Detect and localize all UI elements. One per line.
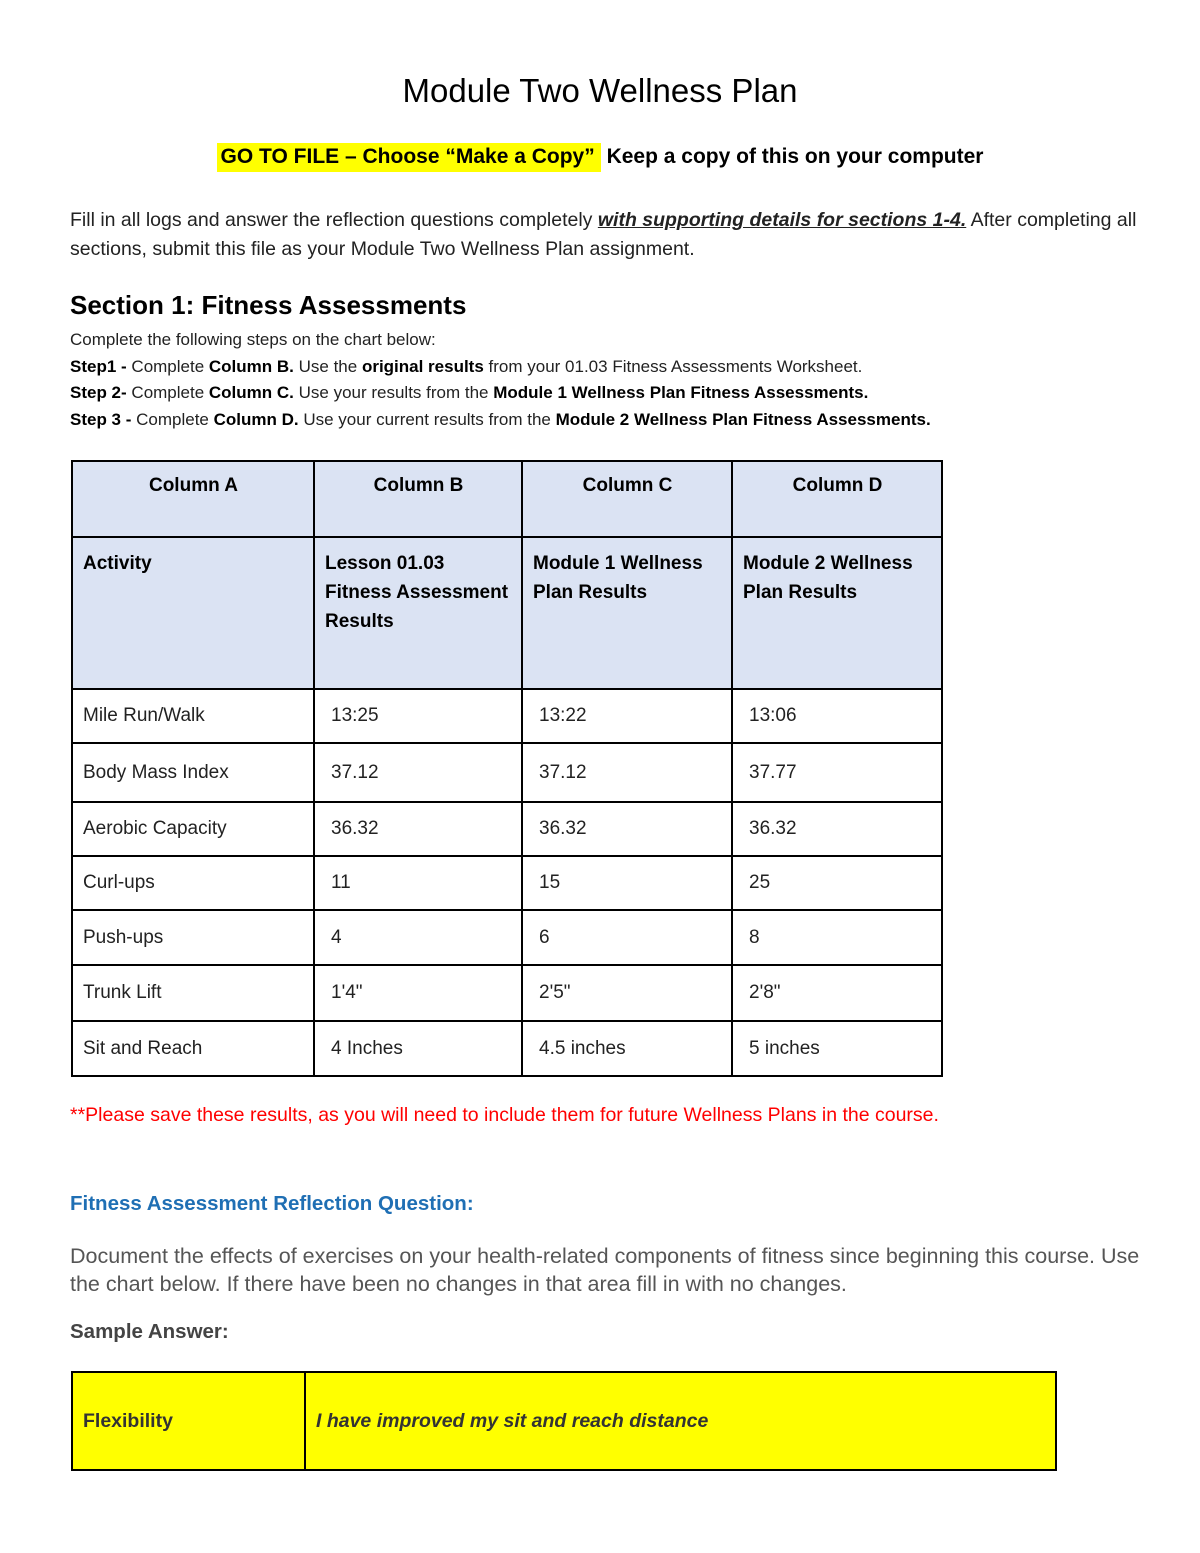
table-cell: 13:22 xyxy=(522,689,732,743)
table-row xyxy=(72,1021,942,1076)
column-header-row xyxy=(72,461,942,537)
step-line xyxy=(70,407,1130,434)
table-row xyxy=(72,743,942,802)
intro-paragraph xyxy=(70,206,1140,264)
section1-steps xyxy=(70,327,1130,433)
table-cell: 4 xyxy=(314,910,522,965)
fitness-assessment-table xyxy=(71,460,943,1077)
activity-header: Lesson 01.03 Fitness Assessment Results xyxy=(314,537,522,689)
activity-header: Module 1 Wellness Plan Results xyxy=(522,537,732,689)
activity-header-row xyxy=(72,537,942,689)
make-copy-rest: Keep a copy of this on your computer xyxy=(606,145,984,168)
save-results-note: **Please save these results, as you will need to include them for future Wellness Plans in the course. xyxy=(70,1104,939,1126)
table-cell: 37.77 xyxy=(732,743,942,802)
sample-answer-row xyxy=(72,1372,1056,1470)
table-cell: 2'5" xyxy=(522,965,732,1021)
table-cell: 36.32 xyxy=(732,802,942,856)
table-cell: 8 xyxy=(732,910,942,965)
step-text: Use the xyxy=(293,356,362,376)
step-bold: Module 1 Wellness Plan Fitness Assessments. xyxy=(493,383,869,402)
intro-before: Fill in all logs and answer the reflection questions completely xyxy=(70,209,598,231)
step-label: Step1 - xyxy=(70,356,127,376)
step-bold: Column C. xyxy=(208,383,294,402)
section1-heading: Section 1: Fitness Assessments xyxy=(70,290,467,320)
step-bold: Column B. xyxy=(208,356,294,376)
step-bold: Column D. xyxy=(213,409,299,429)
column-header: Column C xyxy=(522,461,732,537)
table-cell: Aerobic Capacity xyxy=(72,802,314,856)
table-cell: 2'8" xyxy=(732,965,942,1021)
table-row xyxy=(72,965,942,1021)
table-cell: Body Mass Index xyxy=(72,743,314,802)
table-row xyxy=(72,689,942,743)
column-header: Column A xyxy=(72,461,314,537)
table-cell: 13:06 xyxy=(732,689,942,743)
column-header: Column D xyxy=(732,461,942,537)
intro-emphasis: with supporting details for sections 1-4. xyxy=(597,209,967,231)
step-text: from your 01.03 Fitness Assessments Worksheet. xyxy=(483,356,863,376)
sample-answer-label: Sample Answer: xyxy=(70,1320,229,1343)
table-cell: Curl-ups xyxy=(72,856,314,910)
table-cell: 13:25 xyxy=(314,689,522,743)
table-cell: Trunk Lift xyxy=(72,965,314,1021)
table-cell: 5 inches xyxy=(732,1021,942,1076)
step-text: Use your current results from the xyxy=(298,409,556,429)
table-cell: 25 xyxy=(732,856,942,910)
table-cell: 1'4" xyxy=(314,965,522,1021)
table-cell: 37.12 xyxy=(522,743,732,802)
reflection-instructions: Document the effects of exercises on your health-related components of fitness since beginning this course. Use the chart below. If there have been no changes in that area fill in with no changes. xyxy=(70,1244,1140,1296)
step-bold: Module 2 Wellness Plan Fitness Assessments. xyxy=(555,409,931,429)
table-cell: Sit and Reach xyxy=(72,1021,314,1076)
page-title: Module Two Wellness Plan xyxy=(402,72,798,109)
table-cell: 4.5 inches xyxy=(522,1021,732,1076)
activity-header: Module 2 Wellness Plan Results xyxy=(732,537,942,689)
table-row xyxy=(72,802,942,856)
step-text: Complete xyxy=(131,409,214,429)
step-label: Step 2- xyxy=(70,383,127,402)
reflection-heading: Fitness Assessment Reflection Question: xyxy=(70,1192,474,1215)
step-text: Use your results from the xyxy=(293,383,494,402)
step-text: Complete xyxy=(126,356,209,376)
column-header: Column B xyxy=(314,461,522,537)
table-cell: 15 xyxy=(522,856,732,910)
table-cell: 4 Inches xyxy=(314,1021,522,1076)
table-cell: 11 xyxy=(314,856,522,910)
activity-header: Activity xyxy=(72,537,314,689)
sample-component: Flexibility xyxy=(72,1372,305,1470)
table-cell: 6 xyxy=(522,910,732,965)
table-cell: 37.12 xyxy=(314,743,522,802)
table-cell: 36.32 xyxy=(522,802,732,856)
sample-answer-table xyxy=(71,1371,1057,1471)
table-row xyxy=(72,856,942,910)
table-cell: Mile Run/Walk xyxy=(72,689,314,743)
make-copy-highlight: GO TO FILE – Choose “Make a Copy” xyxy=(217,143,601,172)
intro-after: After completing all sections, submit this file as your Module Two Wellness Plan assignment. xyxy=(70,209,1137,260)
step-bold: original results xyxy=(361,356,484,376)
table-cell: Push-ups xyxy=(72,910,314,965)
step-line xyxy=(70,354,1130,381)
table-cell: 36.32 xyxy=(314,802,522,856)
steps-lead: Complete the following steps on the chart below: xyxy=(70,330,436,349)
sample-answer-text: I have improved my sit and reach distance xyxy=(305,1372,1056,1470)
step-line xyxy=(70,380,1130,407)
step-text: Complete xyxy=(126,383,209,402)
table-row xyxy=(72,910,942,965)
make-copy-instruction xyxy=(0,145,1200,169)
step-label: Step 3 - xyxy=(70,409,132,429)
